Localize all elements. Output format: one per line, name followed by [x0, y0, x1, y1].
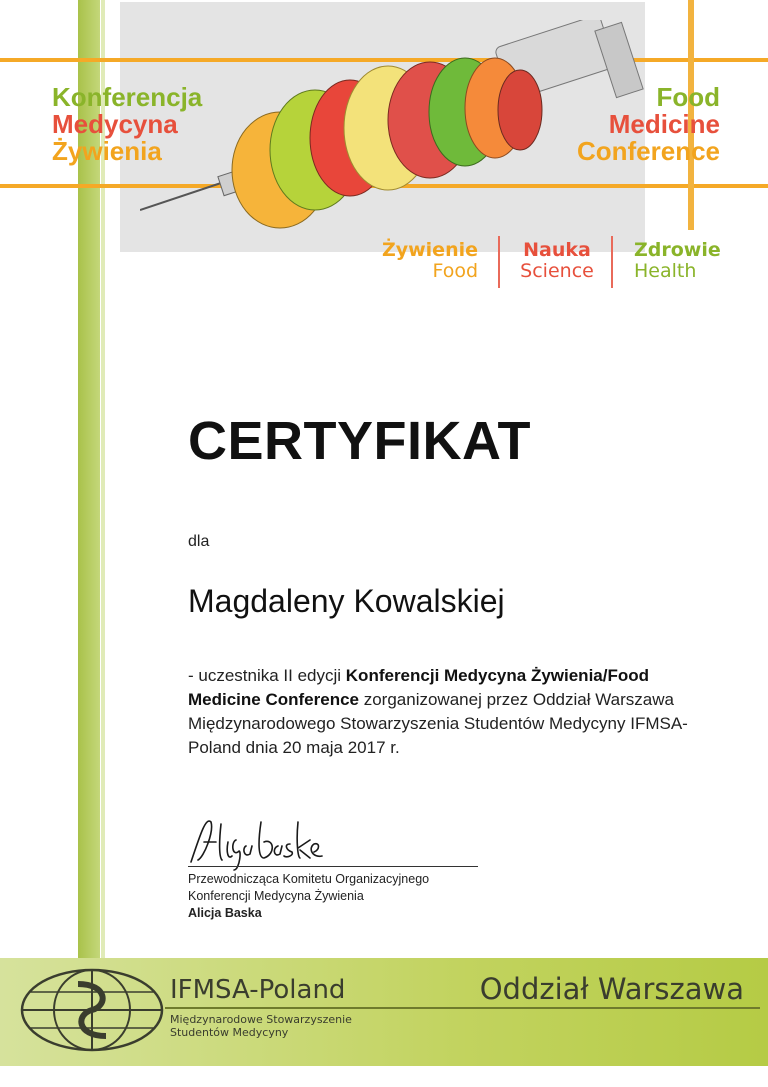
signatory-name: Alicja Baska [188, 906, 262, 920]
certificate-for-label: dla [188, 533, 210, 550]
title-line-conference: Conference [576, 136, 720, 166]
theme-separator [611, 236, 613, 288]
theme-food-pl: Żywienie [381, 239, 478, 261]
theme-science-pl: Nauka [523, 239, 591, 261]
theme-health-en: Health [634, 260, 697, 282]
title-line-medicine: Medicine [608, 109, 720, 139]
theme-science-en: Science [520, 260, 594, 282]
theme-food-en: Food [432, 260, 478, 282]
footer-separator [165, 1007, 760, 1009]
recipient-name: Magdaleny Kowalskiej [188, 583, 505, 619]
title-line-food: Food [656, 82, 720, 112]
theme-health-pl: Zdrowie [634, 239, 721, 261]
description-conference-name: Konferencji Medycyna Żywienia/Food Medicine Conference [188, 666, 650, 709]
footer-org-sub-line1: Międzynarodowe Stowarzyszenie [170, 1013, 352, 1026]
title-line-konferencja: Konferencja [52, 82, 203, 112]
description-suffix: zorganizowanej przez Oddział Warszawa Międzynarodowego Stowarzyszenia Studentów Medycyny IFMSA-Poland dnia 20 maja 2017 r. [188, 690, 688, 757]
footer-org-subtitle [170, 1013, 352, 1039]
description-prefix: - uczestnika II edycji [188, 666, 346, 685]
handwritten-signature [186, 812, 346, 872]
theme-science [512, 240, 602, 282]
certificate-title: CERTYFIKAT [188, 411, 531, 471]
footer-org-name: IFMSA-Poland [170, 975, 346, 1005]
title-line-zywienia: Żywienia [52, 136, 162, 166]
footer-org-sub-line2: Studentów Medycyny [170, 1026, 289, 1039]
conference-title-pl [52, 84, 202, 165]
theme-separator [498, 236, 500, 288]
signatory-role-line2: Konferencji Medycyna Żywienia [188, 889, 364, 903]
theme-health [634, 240, 734, 282]
signatory-block [188, 871, 429, 922]
footer-branch-name: Oddział Warszawa [479, 972, 744, 1006]
signatory-role-line1: Przewodnicząca Komitetu Organizacyjnego [188, 872, 430, 886]
ifmsa-globe-logo [18, 966, 166, 1054]
signature-line [188, 866, 478, 867]
conference-title-en [520, 84, 720, 165]
certificate-description [188, 664, 708, 760]
theme-food [368, 240, 478, 282]
title-line-medycyna: Medycyna [52, 109, 178, 139]
